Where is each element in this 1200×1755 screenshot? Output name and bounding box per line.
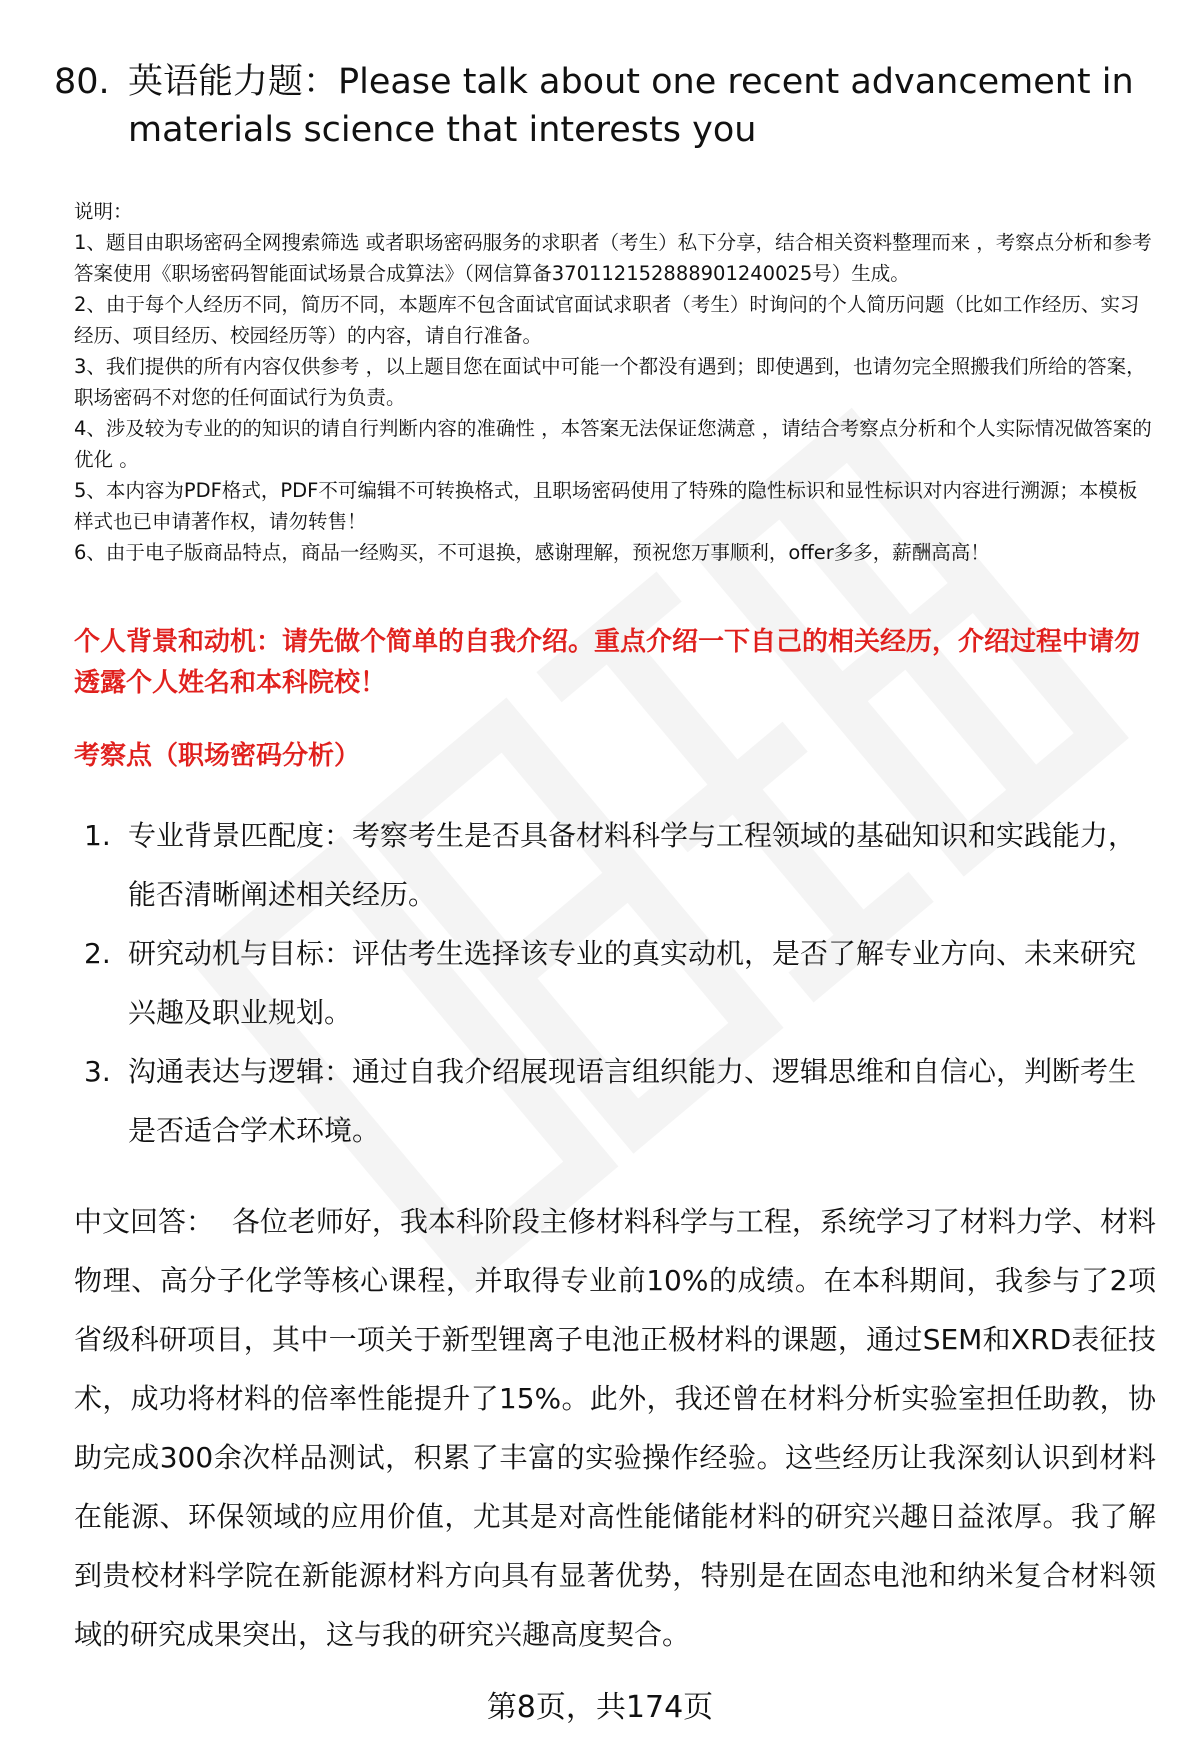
- page-footer: 第8页，共174页: [486, 1690, 714, 1725]
- list-item: [84, 1042, 1159, 1160]
- analysis-list: [84, 806, 1159, 1160]
- notes-item: 3、我们提供的所有内容仅供参考 ，以上题目您在面试中可能一个都没有遇到；即使遇到，也请勿完全照搬我们所给的答案，职场密码不对您的任何面试行为负责。: [74, 355, 1146, 409]
- answer-label: 中文回答：: [74, 1205, 215, 1238]
- background-prompt: 个人背景和动机：请先做个简单的自我介绍。重点介绍一下自己的相关经历，介绍过程中请勿透露个人姓名和本科院校！: [74, 627, 1141, 698]
- question-text: 英语能力题：Please talk about one recent advancement in materials science that interests you: [128, 62, 1134, 150]
- list-item-text: 研究动机与目标：评估考生选择该专业的真实动机，是否了解专业方向、未来研究兴趣及职业规划。: [128, 937, 1137, 1029]
- question-title: [54, 58, 1154, 154]
- list-item-text: 沟通表达与逻辑：通过自我介绍展现语言组织能力、逻辑思维和自信心，判断考生是否适合学术环境。: [128, 1055, 1137, 1147]
- question-number: 80.: [54, 62, 110, 102]
- notes-heading: 说明：: [74, 200, 133, 223]
- answer-text: 各位老师好，我本科阶段主修材料科学与工程，系统学习了材料力学、材料物理、高分子化学等核心课程，并取得专业前10%的成绩。在本科期间，我参与了2项省级科研项目，其中一项关于新型锂离子电池正极材料的课题，通过SEM和XRD表征技术，成功将材料的倍率性能提升了15%。此外，我还曾在材料分析实验室担任助教，协助完成300余次样品测试，积累了丰富的实验操作经验。这些经历让我深刻认识到材料在能源、环保领域的应用价值，尤其是对高性能储能材料的研究兴趣日益浓厚。我了解到贵校材料学院在新能源材料方向具有显著优势，特别是在固态电池和纳米复合材料领域的研究成果突出，这与我的研究兴趣高度契合。: [74, 1205, 1156, 1651]
- notes-item: 6、由于电子版商品特点，商品一经购买，不可退换，感谢理解，预祝您万事顺利，offer多多，薪酬高高！: [74, 541, 990, 564]
- analysis-heading: 考察点（职场密码分析）: [74, 741, 361, 771]
- answer-paragraph: [74, 1192, 1156, 1664]
- notes-item: 2、由于每个人经历不同，简历不同，本题库不包含面试官面试求职者（考生）时询问的个人简历问题（比如工作经历、实习经历、项目经历、校园经历等）的内容，请自行准备。: [74, 293, 1140, 347]
- list-item-number: 3.: [84, 1055, 111, 1088]
- list-item-number: 1.: [84, 819, 111, 852]
- list-item-number: 2.: [84, 937, 111, 970]
- notes-item: 1、题目由职场密码全网搜索筛选 或者职场密码服务的求职者（考生）私下分享，结合相关资料整理而来 ，考察点分析和参考答案使用《职场密码智能面试场景合成算法》（网信算备370112152888901240025号）生成。: [74, 231, 1152, 285]
- list-item: [84, 806, 1159, 924]
- list-item-text: 专业背景匹配度：考察考生是否具备材料科学与工程领域的基础知识和实践能力，能否清晰阐述相关经历。: [128, 819, 1137, 911]
- notes-item: 4、涉及较为专业的的知识的请自行判断内容的准确性 ，本答案无法保证您满意 ，请结合考察点分析和个人实际情况做答案的优化 。: [74, 417, 1152, 471]
- notes-section: [74, 196, 1154, 568]
- list-item: [84, 924, 1159, 1042]
- notes-item: 5、本内容为PDF格式，PDF不可编辑不可转换格式，且职场密码使用了特殊的隐性标识和显性标识对内容进行溯源；本模板样式也已申请著作权，请勿转售！: [74, 479, 1138, 533]
